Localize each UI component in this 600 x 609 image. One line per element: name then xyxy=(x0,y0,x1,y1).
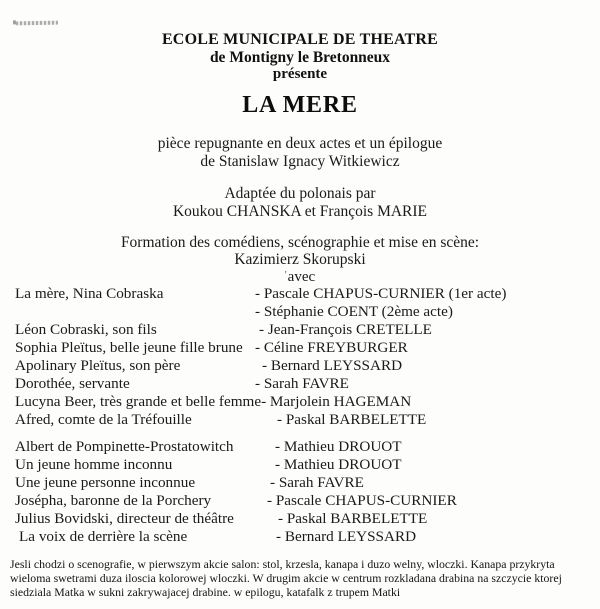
role-name: La mère, Nina Cobraska xyxy=(15,285,164,302)
actor-name: - Stéphanie COENT (2ème acte) xyxy=(255,303,453,320)
school-name: ECOLE MUNICIPALE DE THEATRE xyxy=(161,31,439,48)
actor-name: - Bernard LEYSSARD xyxy=(276,528,417,545)
cast-row xyxy=(15,393,600,411)
role-name: Sophia Pleïtus, belle jeune fille brune xyxy=(15,339,243,356)
role-name: Une jeune personne inconnue xyxy=(15,474,196,491)
actor-name: - Paskal BARBELETTE xyxy=(278,510,428,527)
play-genre-line: pièce repugnante en deux actes et un épilogue xyxy=(157,135,443,152)
actor-name: - Pascale CHAPUS-CURNIER xyxy=(267,492,457,509)
actor-name: - Bernard LEYSSARD xyxy=(262,357,403,374)
presents-label: présente xyxy=(272,66,328,82)
role-name: Un jeune homme inconnu xyxy=(15,456,173,473)
role-name: Josépha, baronne de la Porchery xyxy=(15,492,212,509)
cast-row xyxy=(15,528,600,546)
scenography-note-line: Jesli chodzi o scenografie, w pierwszym akcie salon: stol, krzesla, kanapa i duzo welny, wloczki. Kanapa przykryta xyxy=(10,557,555,571)
cast-row xyxy=(15,285,600,303)
actor-name: - Mathieu DROUOT xyxy=(275,456,402,473)
school-location: de Montigny le Bretonneux xyxy=(209,49,391,66)
role-name: La voix de derrière la scène xyxy=(19,528,188,545)
adaptation-label: Adaptée du polonais par xyxy=(224,185,376,202)
actor-name: - Céline FREYBURGER xyxy=(255,339,408,356)
cast-row xyxy=(15,375,600,393)
actor-name: - Jean-François CRETELLE xyxy=(259,321,432,338)
scenography-note xyxy=(10,557,592,599)
cast-row xyxy=(15,492,600,510)
role-name: Albert de Pompinette-Prostatowitch xyxy=(15,438,234,455)
cast-row xyxy=(15,474,600,492)
cast-row xyxy=(15,357,600,375)
actor-name: - Sarah FAVRE xyxy=(270,474,364,491)
adaptation-credit xyxy=(0,185,600,220)
adaptation-names: Koukou CHANSKA et François MARIE xyxy=(172,202,428,220)
cast-row xyxy=(15,456,600,474)
cast-row xyxy=(15,510,600,528)
cast-list-act-roles xyxy=(15,285,600,429)
role-name: Lucyna Beer, très grande et belle femme xyxy=(15,393,262,410)
play-subtitle xyxy=(0,135,600,170)
role-name: Afred, comte de la Tréfouille xyxy=(15,411,192,428)
actor-name: - Marjolein HAGEMAN xyxy=(261,393,412,410)
actor-name: - Paskal BARBELETTE xyxy=(277,411,427,428)
actor-name: - Pascale CHAPUS-CURNIER (1er acte) xyxy=(255,285,507,302)
cast-row xyxy=(15,303,600,321)
director-name: Kazimierz Skorupski xyxy=(234,251,366,268)
role-name: Julius Bovidski, directeur de théâtre xyxy=(15,510,234,527)
cast-row xyxy=(15,438,600,456)
play-title: LA MERE xyxy=(242,92,358,118)
cast-row xyxy=(15,411,600,429)
role-name xyxy=(15,303,255,321)
scan-smudge-mark xyxy=(16,21,58,26)
header xyxy=(0,0,600,83)
cast-row xyxy=(15,321,600,339)
direction-heading: Formation des comédiens, scénographie et mise en scène: xyxy=(120,234,480,251)
actor-name: - Mathieu DROUOT xyxy=(275,438,402,455)
role-name: Apolinary Pleïtus, son père xyxy=(15,357,181,374)
cast-row xyxy=(15,339,600,357)
role-name: Léon Cobraski, son fils xyxy=(15,321,157,338)
role-name: Dorothée, servante xyxy=(15,375,130,392)
cast-list-minor-roles xyxy=(15,438,600,546)
direction-credit xyxy=(0,234,600,285)
play-author-line: de Stanislaw Ignacy Witkiewicz xyxy=(200,152,400,170)
scenography-note-line: siedziala Matka w sukni zakrywajacej drabine. w epilogu, katafalk z trupem Matki xyxy=(10,585,401,599)
scenography-note-line: wieloma swetrami duza iloscia kolorowej wloczki. W drugim akcie w centrum rozkladana drabina na szczycie ktorej xyxy=(10,571,562,585)
with-label: ' avec xyxy=(0,268,600,285)
actor-name: - Sarah FAVRE xyxy=(255,375,349,392)
